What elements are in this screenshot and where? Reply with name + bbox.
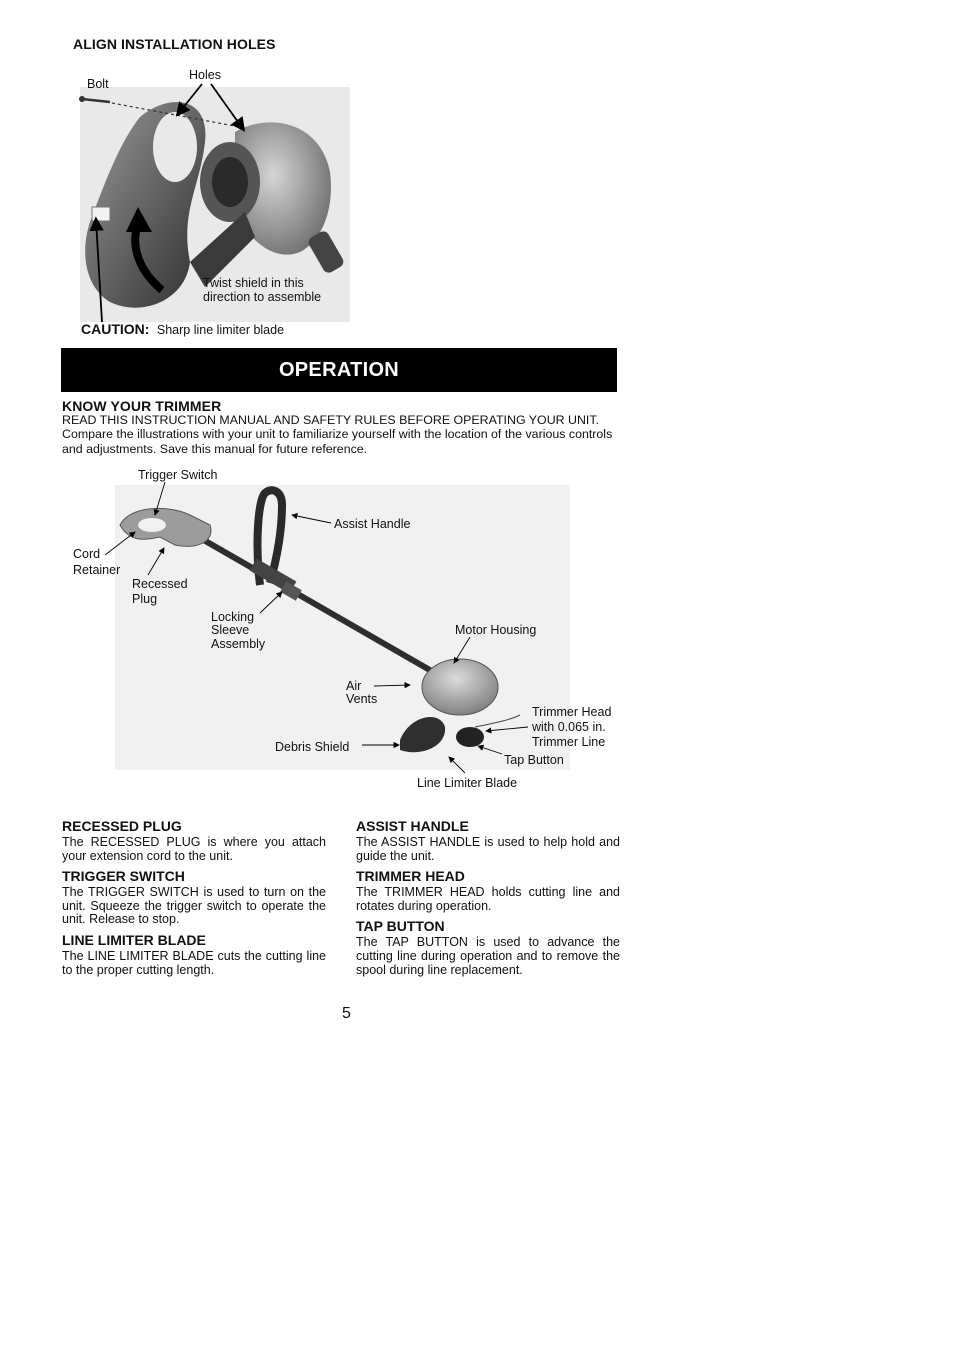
trigger-switch-text: The TRIGGER SWITCH is used to turn on the unit. Squeeze the trigger switch to operate the unit. Release to stop.: [62, 885, 326, 927]
label-air-vents-1: Air: [346, 679, 362, 693]
label-trimmer-head-3: Trimmer Line: [532, 735, 606, 749]
twist-label-line2: direction to assemble: [203, 290, 322, 304]
recessed-plug-text: The RECESSED PLUG is where you attach your extension cord to the unit.: [62, 835, 326, 863]
label-recessed-plug-2: Plug: [132, 592, 158, 606]
line-limiter-text: The LINE LIMITER BLADE cuts the cutting line to the proper cutting length.: [62, 948, 326, 977]
trimmer-head-heading: TRIMMER HEAD: [356, 868, 465, 885]
label-locking-1: Locking: [211, 610, 255, 624]
label-trigger-switch: Trigger Switch: [138, 468, 218, 482]
caution-label: CAUTION:: [81, 321, 150, 337]
caution-text: Sharp line limiter blade: [156, 323, 285, 337]
label-tap-button: Tap Button: [504, 753, 564, 767]
label-recessed-plug-1: Recessed: [132, 577, 188, 591]
caution-note: [81, 321, 284, 339]
label-debris-shield: Debris Shield: [275, 740, 350, 754]
recessed-plug-heading: RECESSED PLUG: [62, 818, 182, 834]
label-assist-handle: Assist Handle: [334, 517, 411, 531]
tap-button-heading: TAP BUTTON: [356, 918, 445, 935]
descriptions-right-column: [356, 818, 620, 982]
descriptions-left-column: [62, 818, 326, 982]
label-motor-housing: Motor Housing: [455, 623, 537, 637]
line-limiter-heading: LINE LIMITER BLADE: [62, 931, 206, 948]
align-holes-title: ALIGN INSTALLATION HOLES: [73, 36, 276, 52]
label-cord-retainer-1: Cord: [73, 547, 101, 561]
know-trimmer-heading: KNOW YOUR TRIMMER: [62, 398, 222, 414]
trimmer-head-text: The TRIMMER HEAD holds cutting line and rotates during operation.: [356, 885, 620, 913]
page-number: 5: [342, 1005, 351, 1022]
label-cord-retainer-2: Retainer: [73, 563, 121, 577]
operation-banner-title: OPERATION: [278, 358, 400, 381]
bolt-label: Bolt: [87, 77, 109, 91]
assist-handle-text: The ASSIST HANDLE is used to help hold and guide the unit.: [356, 835, 620, 863]
assist-handle-heading: ASSIST HANDLE: [356, 818, 469, 834]
label-trimmer-head-1: Trimmer Head: [532, 705, 612, 719]
holes-label: Holes: [189, 68, 221, 82]
tap-button-text: The TAP BUTTON is used to advance the cutting line during operation and to remove the spool during line replacement.: [356, 935, 620, 977]
twist-label-line1: Twist shield in this: [203, 276, 304, 290]
label-locking-3: Assembly: [211, 637, 266, 651]
know-trimmer-text: READ THIS INSTRUCTION MANUAL AND SAFETY RULES BEFORE OPERATING YOUR UNIT. Compare the illustrations with your unit to familiarize yourself with the location of the various controls and adjustments. Save this manual for future reference.: [62, 413, 613, 456]
operation-banner: [61, 348, 617, 392]
trigger-switch-heading: TRIGGER SWITCH: [62, 868, 185, 885]
label-air-vents-2: Vents: [346, 692, 378, 706]
label-line-limiter-blade: Line Limiter Blade: [417, 776, 518, 790]
label-trimmer-head-2: with 0.065 in.: [532, 720, 606, 734]
label-locking-2: Sleeve: [211, 623, 250, 637]
